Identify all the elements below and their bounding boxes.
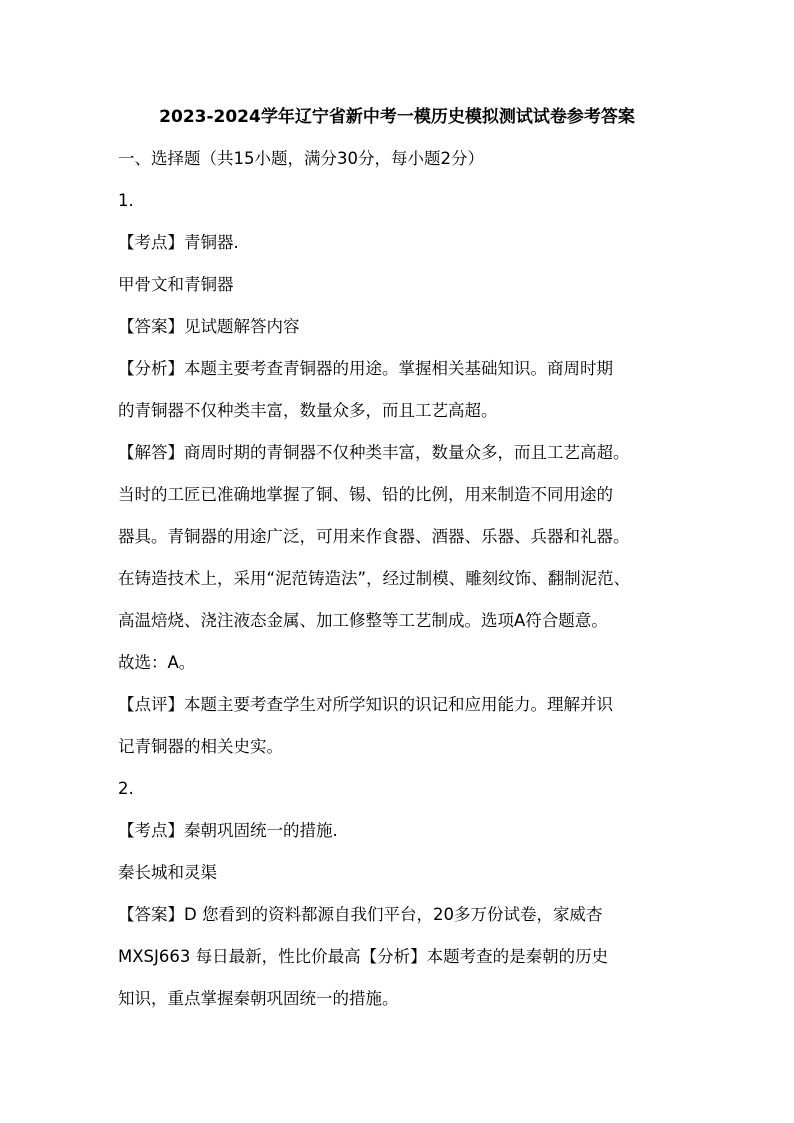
analysis-text: 【分析】本题主要考查青铜器的用途。掌握相关基础知识。商周时期 bbox=[118, 359, 613, 378]
document-title: 2023-2024学年辽宁省新中考一模历史模拟测试试卷参考答案 bbox=[159, 107, 635, 127]
solution-line: 故选：A。 bbox=[118, 653, 196, 672]
analysis-line: 的青铜器不仅种类丰富，数量众多，而且工艺高超。 bbox=[118, 401, 498, 420]
comment-line: 【点评】本题主要考查学生对所学知识的识记和应用能力。理解并识 bbox=[118, 695, 613, 714]
comment-line: 记青铜器的相关史实。 bbox=[118, 737, 283, 756]
section-heading: 一、选择题（共15小题，满分30分，每小题2分） bbox=[118, 149, 484, 168]
question-number: 1. bbox=[118, 191, 134, 210]
answer-line: 【答案】D 您看到的资料都源自我们平台，20多万份试卷，家威杏 bbox=[118, 905, 603, 924]
kaodian-line: 【考点】青铜器. bbox=[118, 233, 239, 252]
solution-line: 高温焙烧、浇注液态金属、加工修整等工艺制成。选项A符合题意。 bbox=[118, 611, 608, 630]
answer-line: 知识，重点掌握秦朝巩固统一的措施。 bbox=[118, 989, 399, 1008]
answer-line: MXSJ663 每日最新，性比价最高【分析】本题考查的是秦朝的历史 bbox=[118, 947, 609, 966]
kaodian-line: 【考点】秦朝巩固统一的措施. bbox=[118, 821, 338, 840]
topic-line: 甲骨文和青铜器 bbox=[118, 275, 234, 294]
solution-line: 在铸造技术上，采用“泥范铸造法”，经过制模、雕刻纹饰、翻制泥范、 bbox=[118, 569, 631, 588]
solution-line: 【解答】商周时期的青铜器不仅种类丰富，数量众多，而且工艺高超。 bbox=[118, 443, 630, 462]
answer-line: 【答案】见试题解答内容 bbox=[118, 317, 300, 336]
analysis-line bbox=[118, 356, 678, 382]
solution-line: 器具。青铜器的用途广泛，可用来作食器、酒器、乐器、兵器和礼器。 bbox=[118, 527, 630, 546]
topic-line: 秦长城和灵渠 bbox=[118, 863, 217, 882]
question-number: 2. bbox=[118, 779, 134, 798]
solution-line: 当时的工匠已准确地掌握了铜、锡、铅的比例，用来制造不同用途的 bbox=[118, 485, 613, 504]
